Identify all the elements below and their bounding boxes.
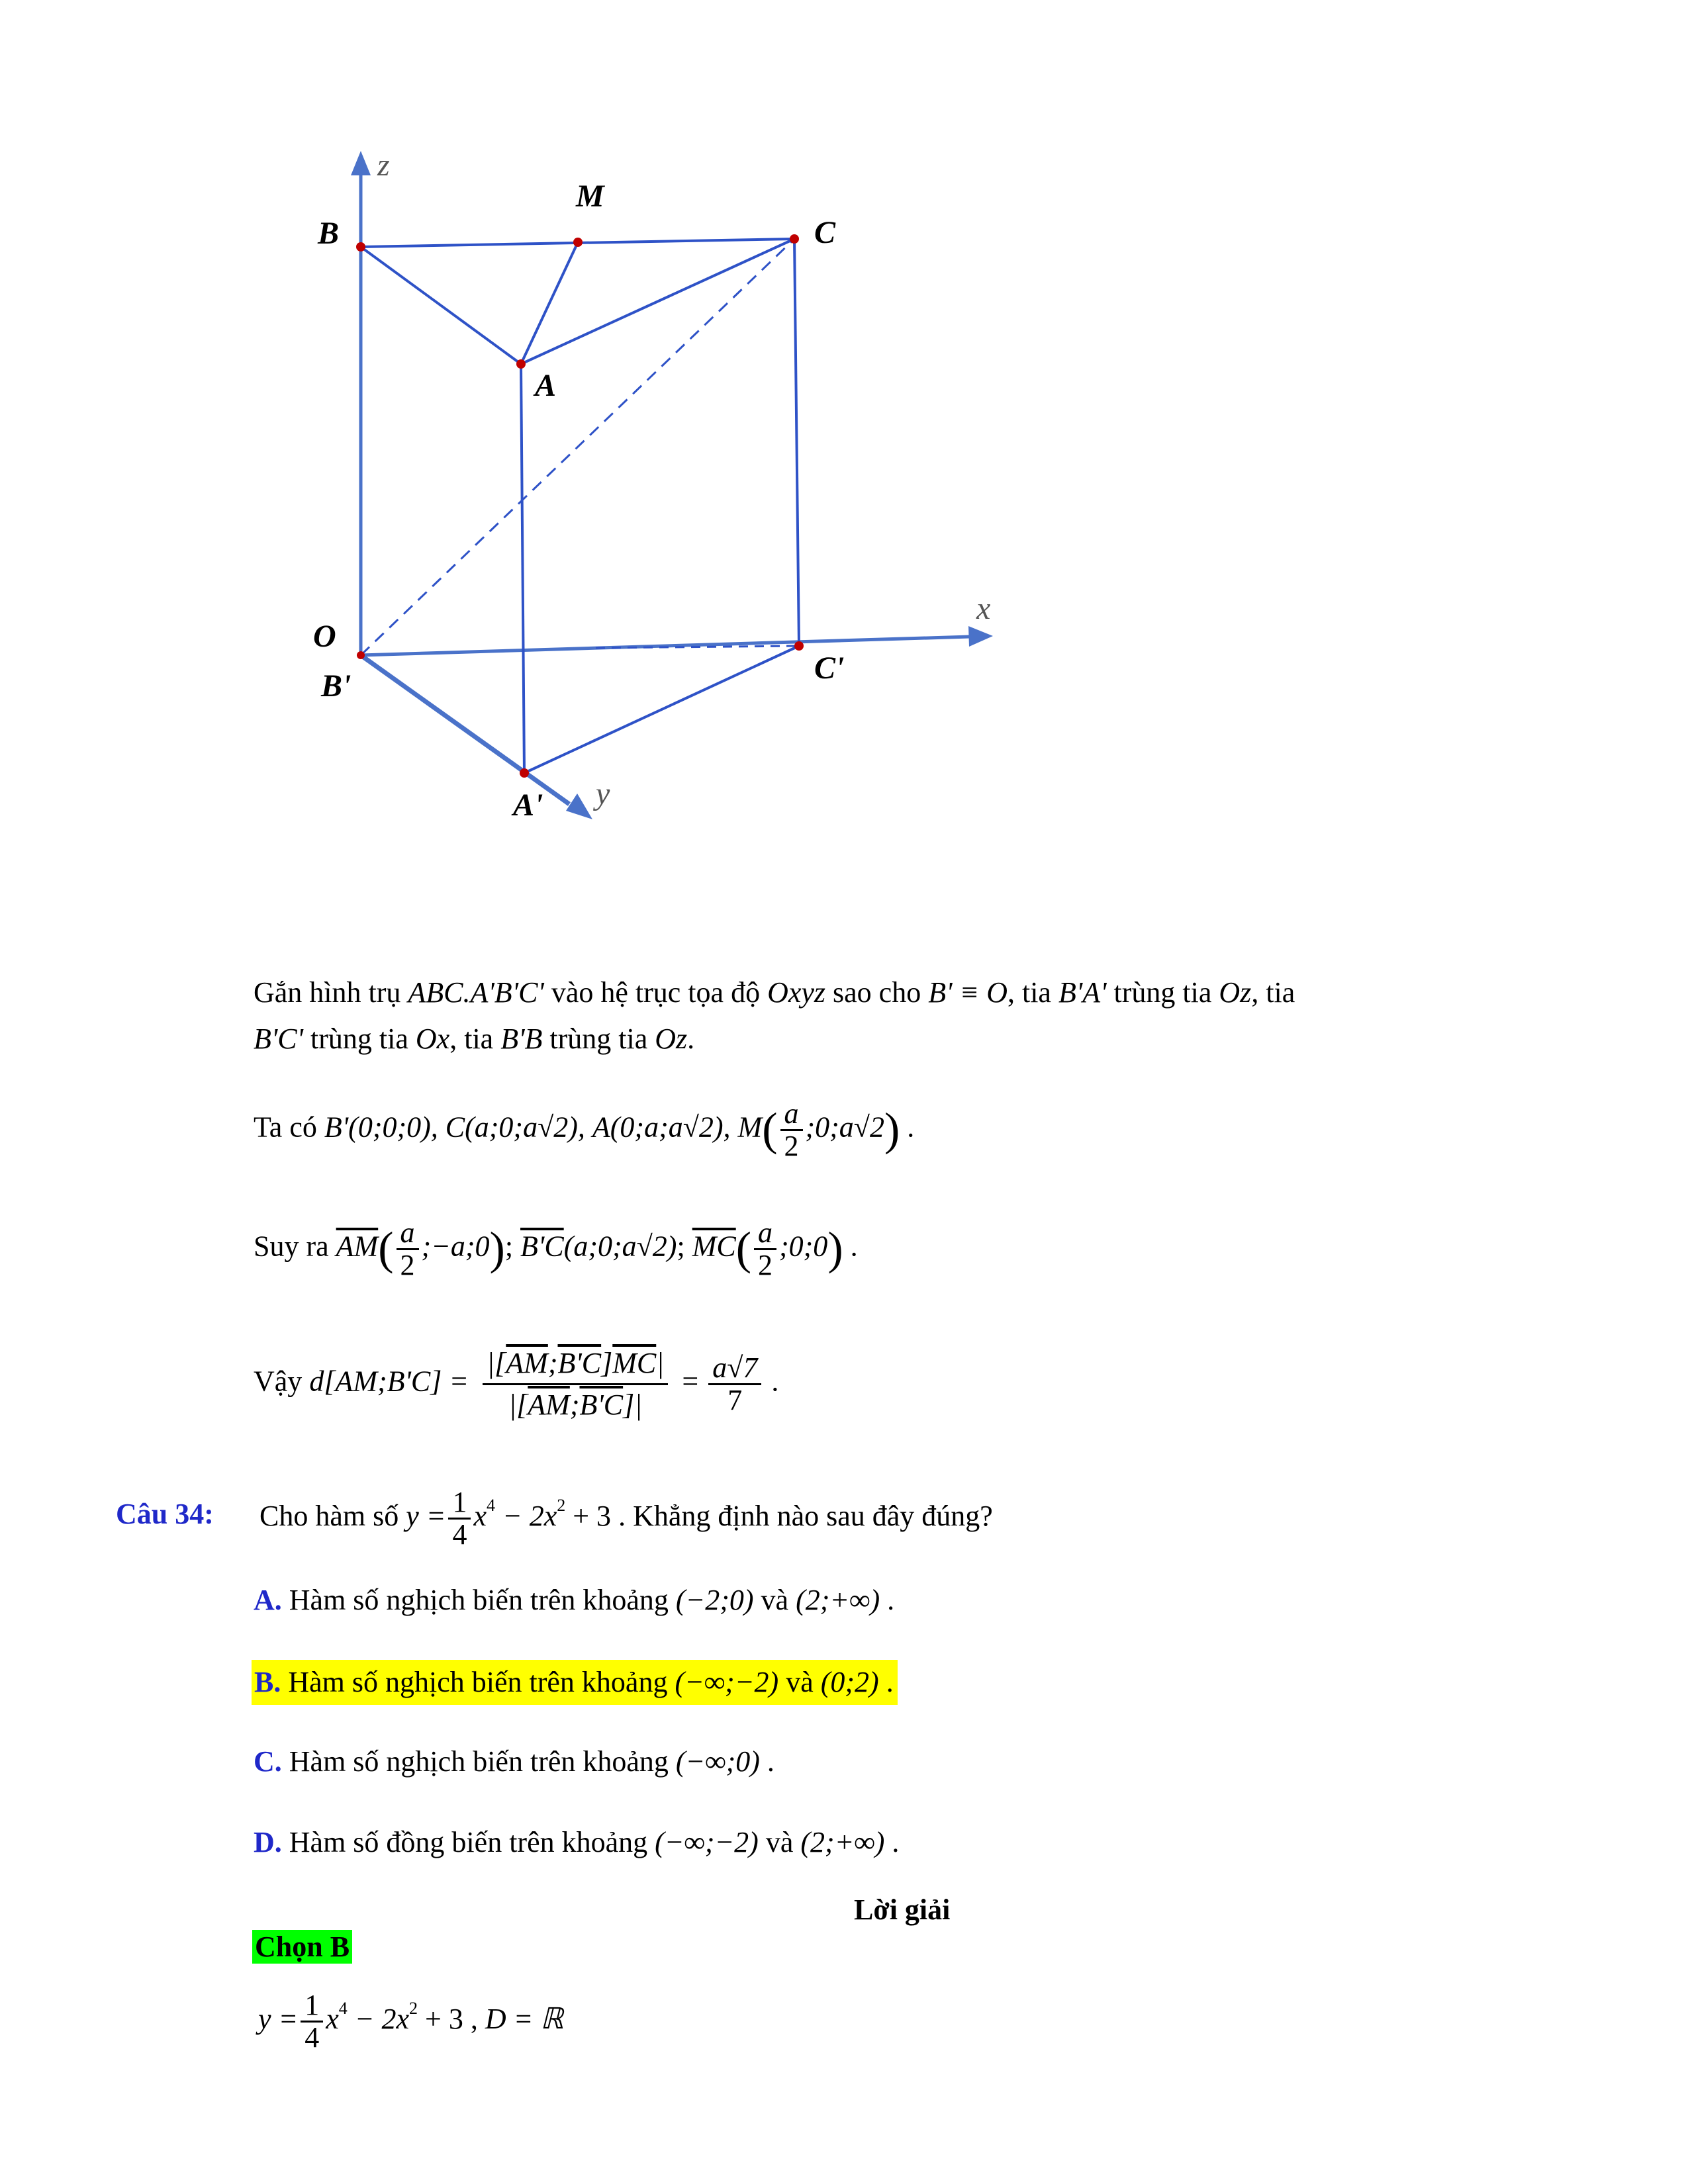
point-M — [573, 238, 583, 247]
edge-AAprime — [521, 364, 524, 773]
solution-choice: Chọn B — [252, 1930, 352, 1964]
label-M: M — [576, 179, 604, 214]
y-axis — [361, 655, 569, 804]
question-text: Cho hàm số y = $\frac{1}{4}$ $x^4 - 2x^2 + 3$ . Khẳng định nào sau đây đúng? — [259, 1486, 993, 1551]
x-axis — [361, 637, 970, 655]
point-Cprime — [794, 641, 804, 651]
edge-BA — [361, 247, 521, 364]
label-O: O — [313, 619, 336, 654]
solution-function: y = $\frac{1}{4}$ $x^4 - 2x^2 + 3$ , D = ℝ — [258, 1989, 564, 2054]
vectors-line: Suy ra $\overline{AM}$( $\frac{a}{2}$ ;−a;0); B'C(a;0;a√2); $\overline{MC}$( $\frac{a}{2}$ ;0;0) . — [254, 1216, 858, 1281]
option-d[interactable]: D. Hàm số đồng biến trên khoảng (−∞;−2) và (2;+∞) . — [254, 1826, 900, 1858]
label-Bprime: B' — [321, 668, 352, 704]
edge-AM — [521, 242, 578, 364]
edge-AprimeCprime — [524, 646, 799, 773]
edge-BprimeC-dashed — [361, 239, 794, 655]
label-B: B — [318, 216, 340, 251]
label-Cprime: C' — [814, 651, 845, 686]
point-B — [356, 242, 365, 251]
point-Bprime — [357, 651, 365, 659]
point-A — [516, 359, 526, 369]
label-y: y — [596, 776, 610, 811]
coordinates-line: Ta có B'(0;0;0), C(a;0;a√2), A(0;a;a√2), M( $\frac{a}{2}$ ;0;a√2) . — [254, 1097, 915, 1162]
label-C: C — [814, 215, 836, 250]
edge-CCprime — [794, 239, 799, 646]
edge-AC — [521, 239, 794, 364]
prism-figure — [0, 0, 1688, 860]
question-label: Câu 34: — [116, 1498, 214, 1530]
label-x: x — [976, 591, 991, 626]
y-axis-arrow — [566, 794, 592, 819]
label-Aprime: A' — [513, 788, 543, 823]
label-A: A — [535, 368, 557, 403]
point-Aprime — [520, 768, 529, 778]
intro-line-2: B'C' trùng tia Ox, tia B'B trùng tia Oz. — [254, 1023, 695, 1055]
label-z: z — [377, 148, 390, 183]
option-c[interactable]: C. Hàm số nghịch biến trên khoảng (−∞;0) . — [254, 1745, 774, 1778]
distance-line: Vậy d[AM;B'C] = $\frac{|[\overline{AM};B'C]\overline{MC}|}{|[\overline{AM};B'C]|}$ = $\frac{a√7}{7}$ . — [254, 1343, 778, 1425]
intro-line-1: Gắn hình trụ ABC.A'B'C' vào hệ trục tọa độ Oxyz sao cho B' ≡ O, tia B'A' trùng tia Oz, tia — [254, 976, 1295, 1009]
point-C — [790, 234, 799, 244]
option-b[interactable]: B. Hàm số nghịch biến trên khoảng (−∞;−2) và (0;2) . — [252, 1660, 898, 1705]
x-axis-arrow — [968, 626, 993, 647]
option-a[interactable]: A. Hàm số nghịch biến trên khoảng (−2;0) và (2;+∞) . — [254, 1584, 895, 1616]
solution-heading: Lời giải — [854, 1893, 951, 1926]
z-axis-arrow — [351, 151, 371, 175]
